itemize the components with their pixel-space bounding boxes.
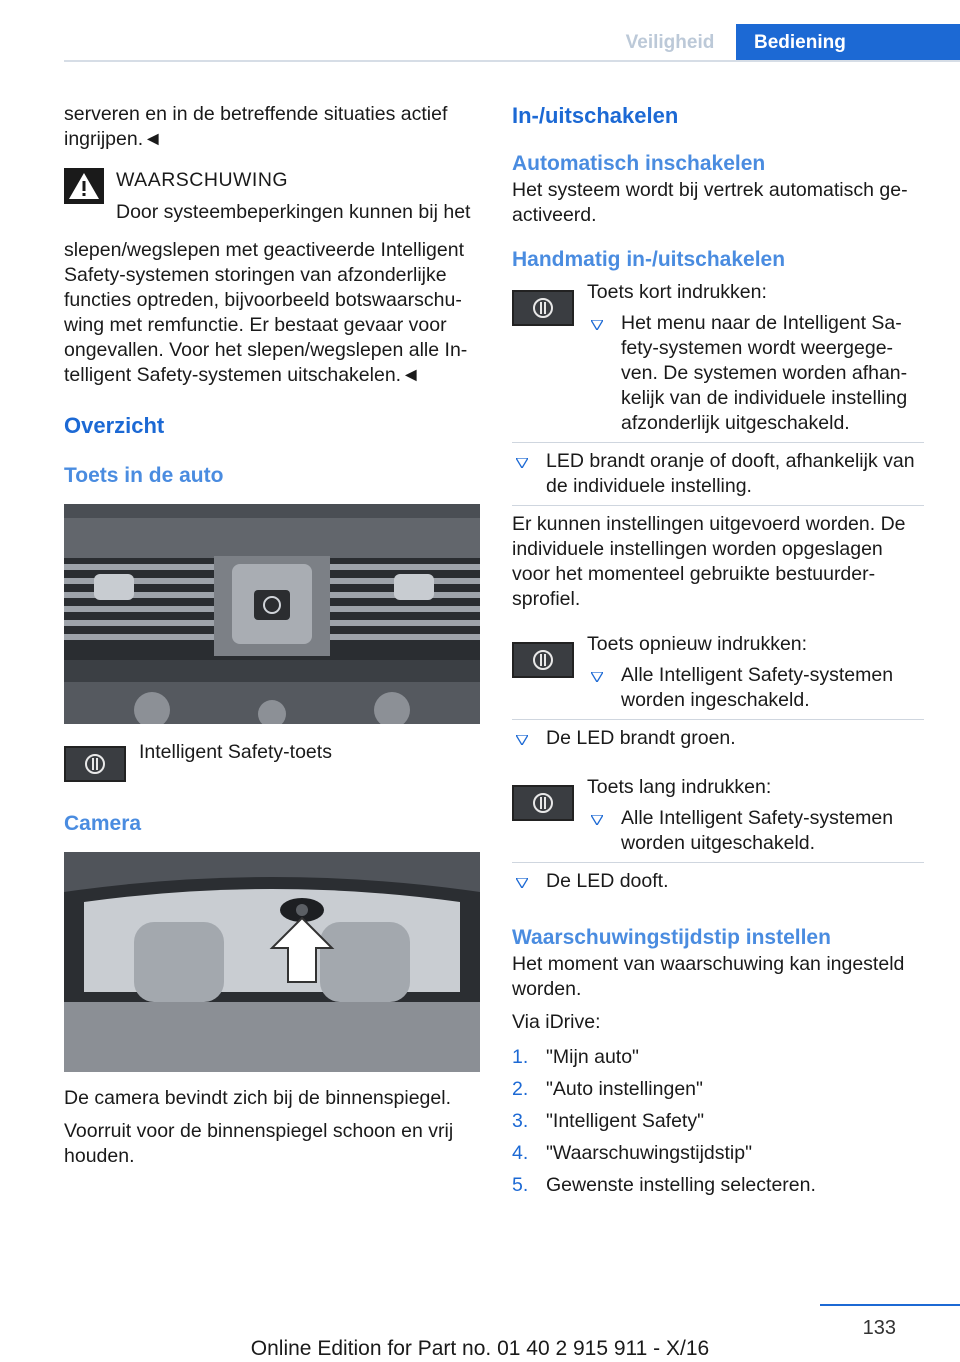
camera-windshield-photo [64,852,480,1072]
intro-text: serveren en in de betreffende situaties actief ingrijpen.◄ [64,103,448,150]
heading-toets-in-de-auto: Toets in de auto [64,464,224,487]
warning-time-text: Het moment van waarschuwing kan ingesteld worden. [512,953,905,1000]
dashboard-button-photo [64,504,480,724]
left-column [64,102,480,1177]
triangle-bullet-icon [516,878,528,888]
heading-overzicht: Overzicht [64,413,165,438]
list-item: 5. Gewenste instelling selecteren. [512,1174,816,1196]
warning-first-line: Door systeembeperkingen kunnen bij het [116,201,471,223]
footer-edition: Online Edition for Part no. 01 40 2 915 911 - X/16 [250,1337,710,1360]
divider [512,442,924,443]
bullet-text: De LED brandt groen. [546,727,736,749]
bullet [512,449,924,499]
tab-veiligheid[interactable]: Veiligheid [625,32,715,53]
intelligent-safety-key-icon [64,746,126,782]
intelligent-safety-key-caption: Intelligent Safety-toets [139,741,332,763]
bullet [587,806,924,856]
header-rule [64,60,960,62]
auto-text: Het systeem wordt bij vertrek automatisch ge-activeerd. [512,179,908,226]
bullet-text: Alle Intelligent Safety-systemen worden ingeschakeld. [621,664,894,711]
bullet [587,663,924,713]
step-lang [512,775,924,856]
footer-rule [820,1304,960,1306]
triangle-bullet-icon [591,815,603,825]
warning-icon [64,168,104,204]
step-opnieuw-title: Toets opnieuw indrukken: [587,633,808,655]
warning-block [64,168,480,388]
list-item: 2. "Auto instellingen" [512,1078,703,1100]
list-item: 3. "Intelligent Safety" [512,1110,705,1132]
divider [512,719,924,720]
tab-bediening[interactable]: Bediening [736,24,960,62]
triangle-bullet-icon [591,672,603,682]
intelligent-safety-key-icon [512,290,574,326]
step-lang-title: Toets lang indrukken: [587,776,772,798]
heading-handmatig: Handmatig in-/uitschakelen [512,248,786,271]
step-kort-title: Toets kort indrukken: [587,281,767,303]
bullet-text: Alle Intelligent Safety-systemen worden uitgeschakeld. [621,807,894,854]
bullet-text: Het menu naar de Intelligent Sa-fety-systemen wordt weergege-ven. De systemen worden afhan-kelijk van de individuele instelling afzonderlijk uitgeschakeld. [621,312,908,434]
bullet-text: De LED dooft. [546,870,669,892]
heading-automatisch-inschakelen: Automatisch inschakelen [512,152,766,175]
bullet [512,869,924,894]
intelligent-safety-key-icon [512,642,574,678]
intelligent-safety-key-row [64,740,480,800]
heading-in-uitschakelen: In-/uitschakelen [512,103,679,128]
settings-note: Er kunnen instellingen uitgevoerd worden. De individuele instellingen worden opgeslagen voor het momenteel gebruikte bestuurder-sprofiel. [512,513,906,610]
bullet [512,726,924,751]
via-idrive-text: Via iDrive: [512,1011,601,1033]
triangle-bullet-icon [516,458,528,468]
bullet [587,311,924,436]
warning-title: WAARSCHUWING [116,169,289,191]
right-column [512,102,924,1205]
heading-camera: Camera [64,812,142,835]
warning-text: slepen/wegslepen met geactiveerde Intelligent Safety-systemen storingen van afzonderlijke functies optreden, bijvoorbeeld botswaarschu-wing met remfunctie. Er bestaat gevaar voor ongevallen. Voor het slepen/wegslepen alle In-telligent Safety-systemen uitschakelen.◄ [64,239,468,386]
list-item: 4. "Waarschuwingstijdstip" [512,1142,753,1164]
camera-text-2: Voorruit voor de binnenspiegel schoon en vrij houden. [64,1120,454,1167]
camera-text-1: De camera bevindt zich bij de binnenspiegel. [64,1087,451,1109]
bullet-text: LED brandt oranje of dooft, afhankelijk van de individuele instelling. [546,450,915,497]
triangle-bullet-icon [591,320,603,330]
page-number: 133 [862,1317,896,1339]
step-kort [512,280,924,436]
idrive-steps-list [512,1045,924,1205]
divider [512,862,924,863]
step-opnieuw [512,632,924,713]
intelligent-safety-key-icon [512,785,574,821]
heading-waarschuwingstijdstip: Waarschuwingstijdstip instellen [512,926,831,949]
divider [512,505,924,506]
triangle-bullet-icon [516,735,528,745]
list-item: 1. "Mijn auto" [512,1046,639,1068]
